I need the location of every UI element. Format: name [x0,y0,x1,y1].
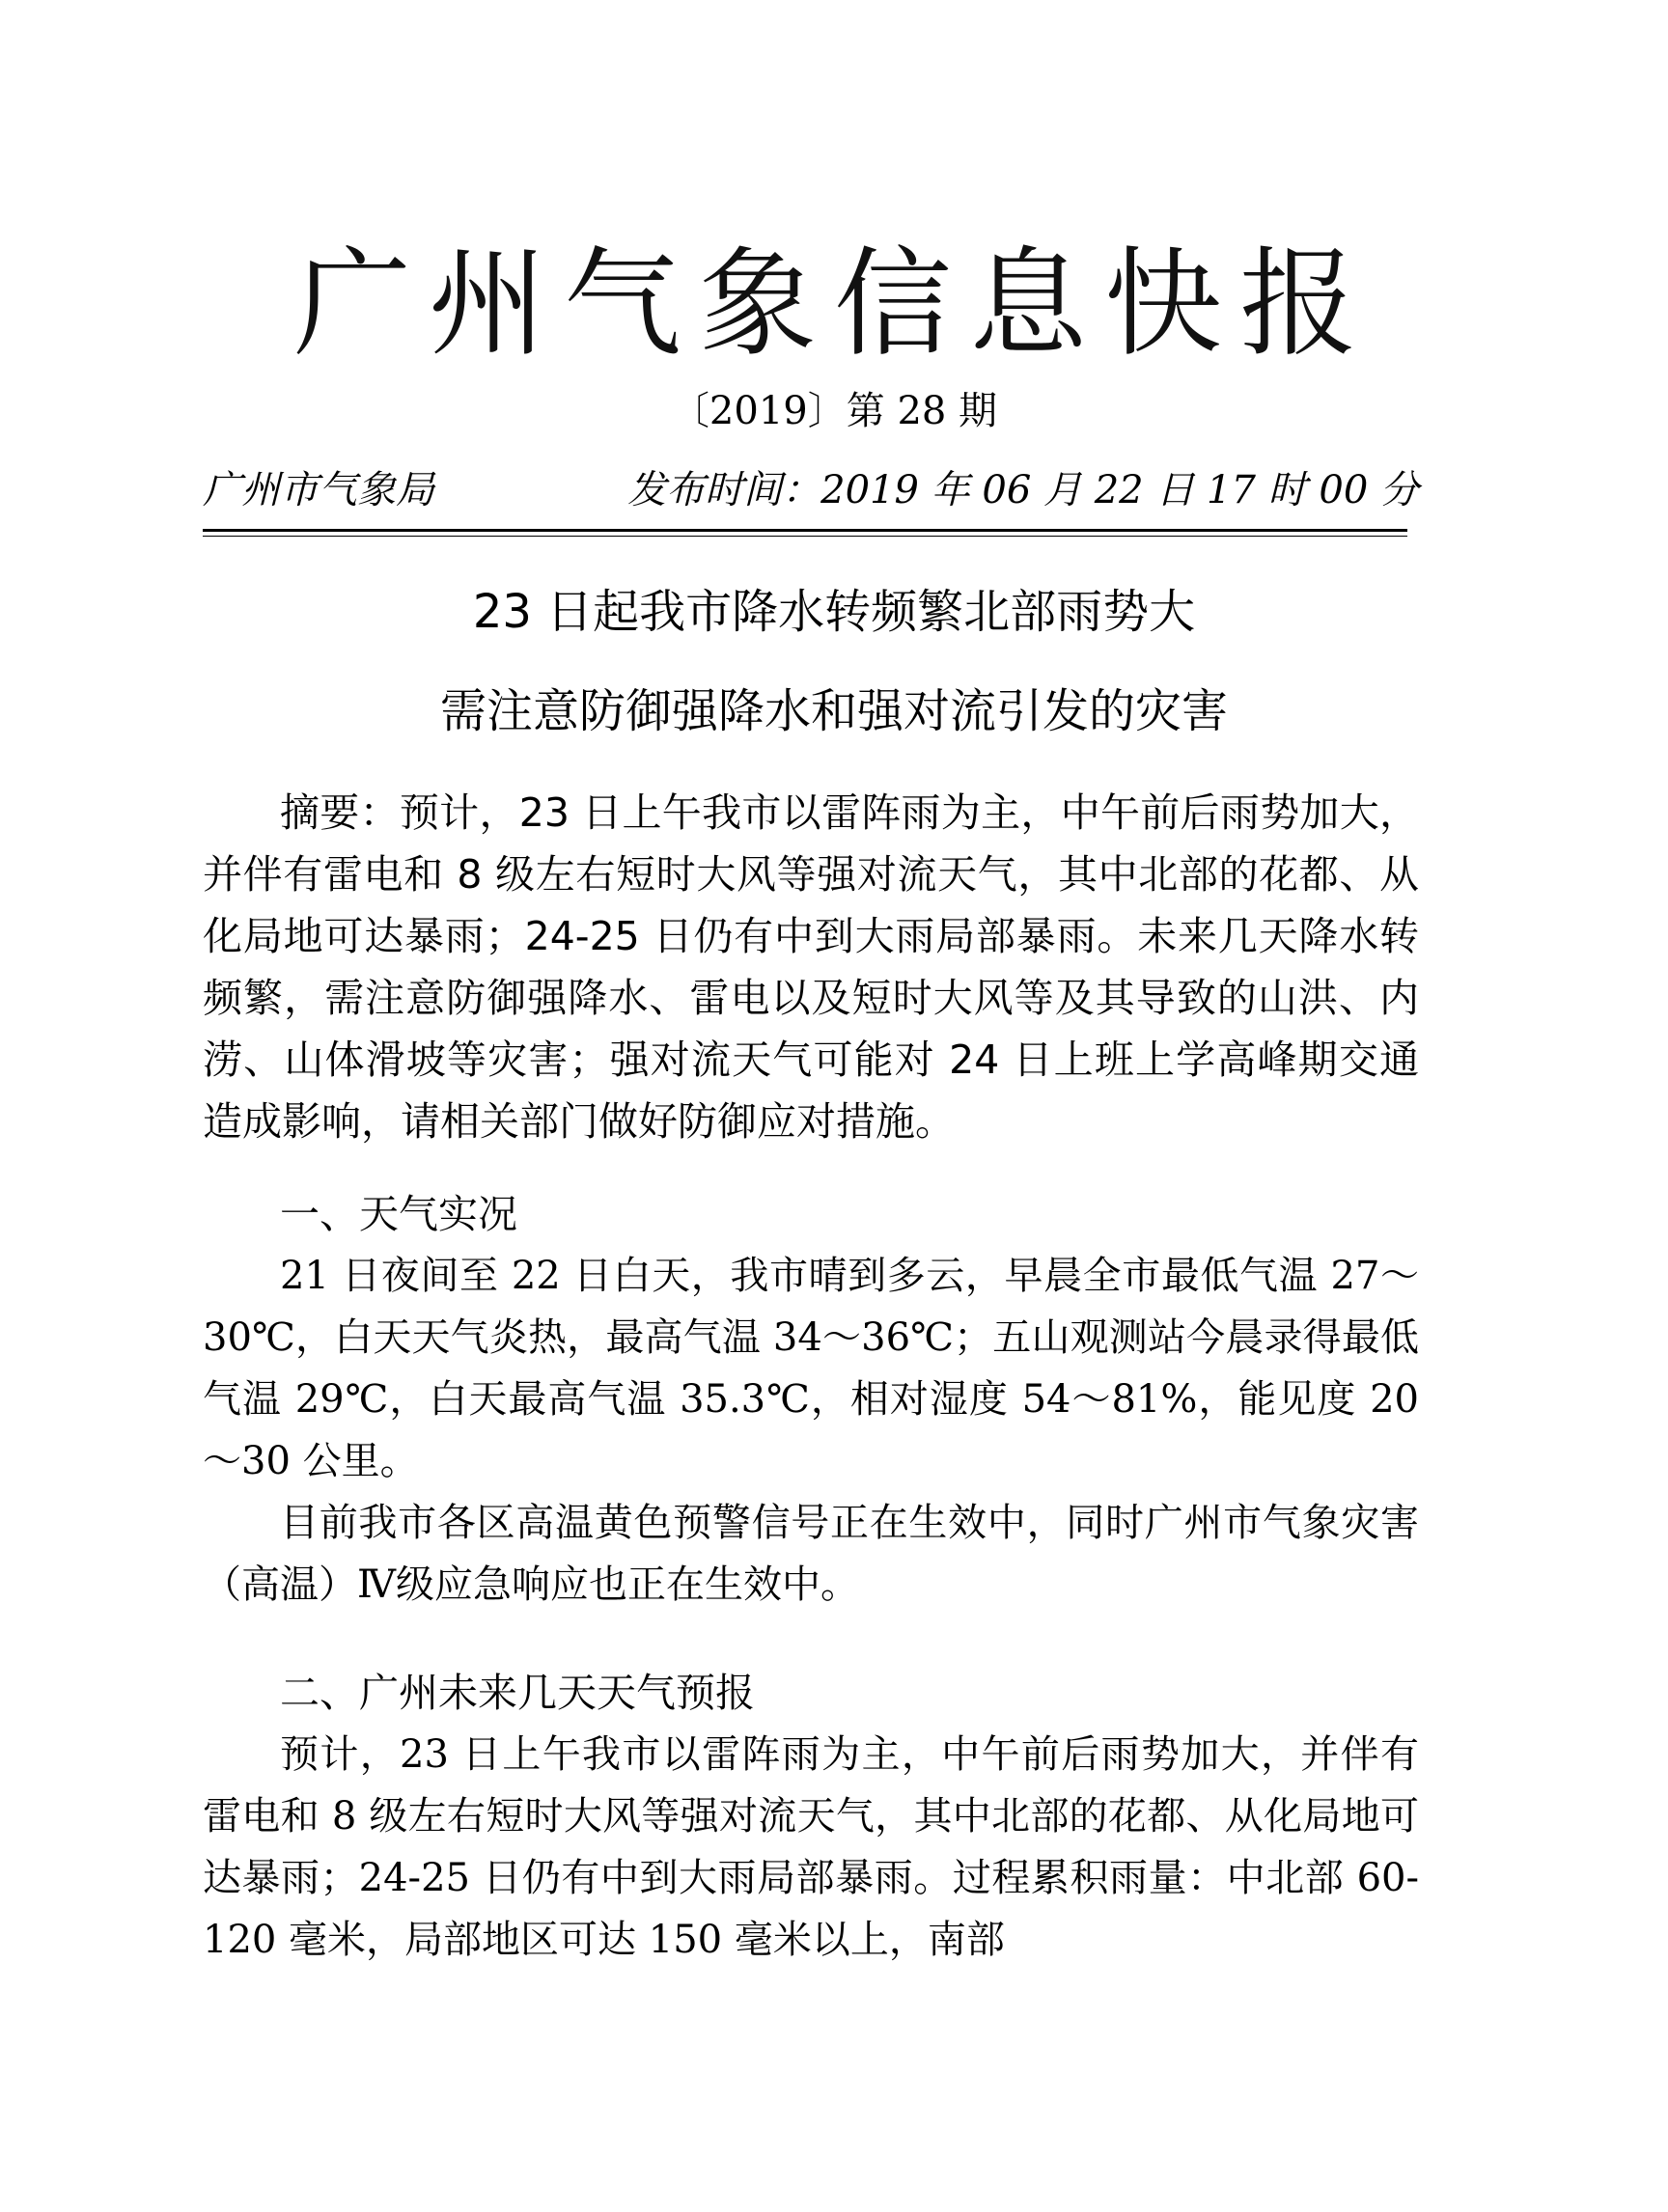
abstract-paragraph: 摘要：预计，23 日上午我市以雷阵雨为主，中午前后雨势加大，并伴有雷电和 8 级左右短时大风等强对流天气，其中北部的花都、从化局地可达暴雨；24-25 日仍有中到大雨局部暴雨。未来几天降水转频繁，需注意防御强降水、雷电以及短时大风等及其导致的山洪、内涝、山体滑坡等灾害；强对流天气可能对 24 日上班上学高峰期交通造成影响，请相关部门做好防御应对措施。 [203,789,1419,1145]
header-divider-thin [203,536,1407,537]
issue-number: 〔2019〕第 28 期 [670,389,998,433]
section-2-title: 二、广州未来几天天气预报 [280,1670,755,1716]
publisher-name: 广州市气象局 [203,468,434,512]
headline-line-1: 23 日起我市降水转频繁北部雨势大 [472,585,1196,639]
release-time: 发布时间：2019 年 06 月 22 日 17 时 00 分 [627,468,1419,512]
header-divider [203,529,1407,532]
headline-line-2: 需注意防御强降水和强对流引发的灾害 [439,684,1228,738]
section-1-title: 一、天气实况 [280,1191,517,1237]
section-1-paragraph-1: 21 日夜间至 22 日白天，我市晴到多云，早晨全市最低气温 27～30℃，白天天气炎热，最高气温 34～36℃；五山观测站今晨录得最低气温 29℃，白天最高气温 35.3℃，相对湿度 54～81%，能见度 20～30 公里。 [203,1254,1419,1483]
section-2-paragraph-1: 预计，23 日上午我市以雷阵雨为主，中午前后雨势加大，并伴有雷电和 8 级左右短时大风等强对流天气，其中北部的花都、从化局地可达暴雨；24-25 日仍有中到大雨局部暴雨。过程累积雨量：中北部 60-120 毫米，局部地区可达 150 毫米以上，南部 [203,1732,1419,1962]
masthead-title: 广州气象信息快报 [293,235,1375,373]
section-1-paragraph-2: 目前我市各区高温黄色预警信号正在生效中，同时广州市气象灾害（高温）Ⅳ级应急响应也正在生效中。 [203,1501,1419,1607]
publisher-row [203,461,1419,519]
